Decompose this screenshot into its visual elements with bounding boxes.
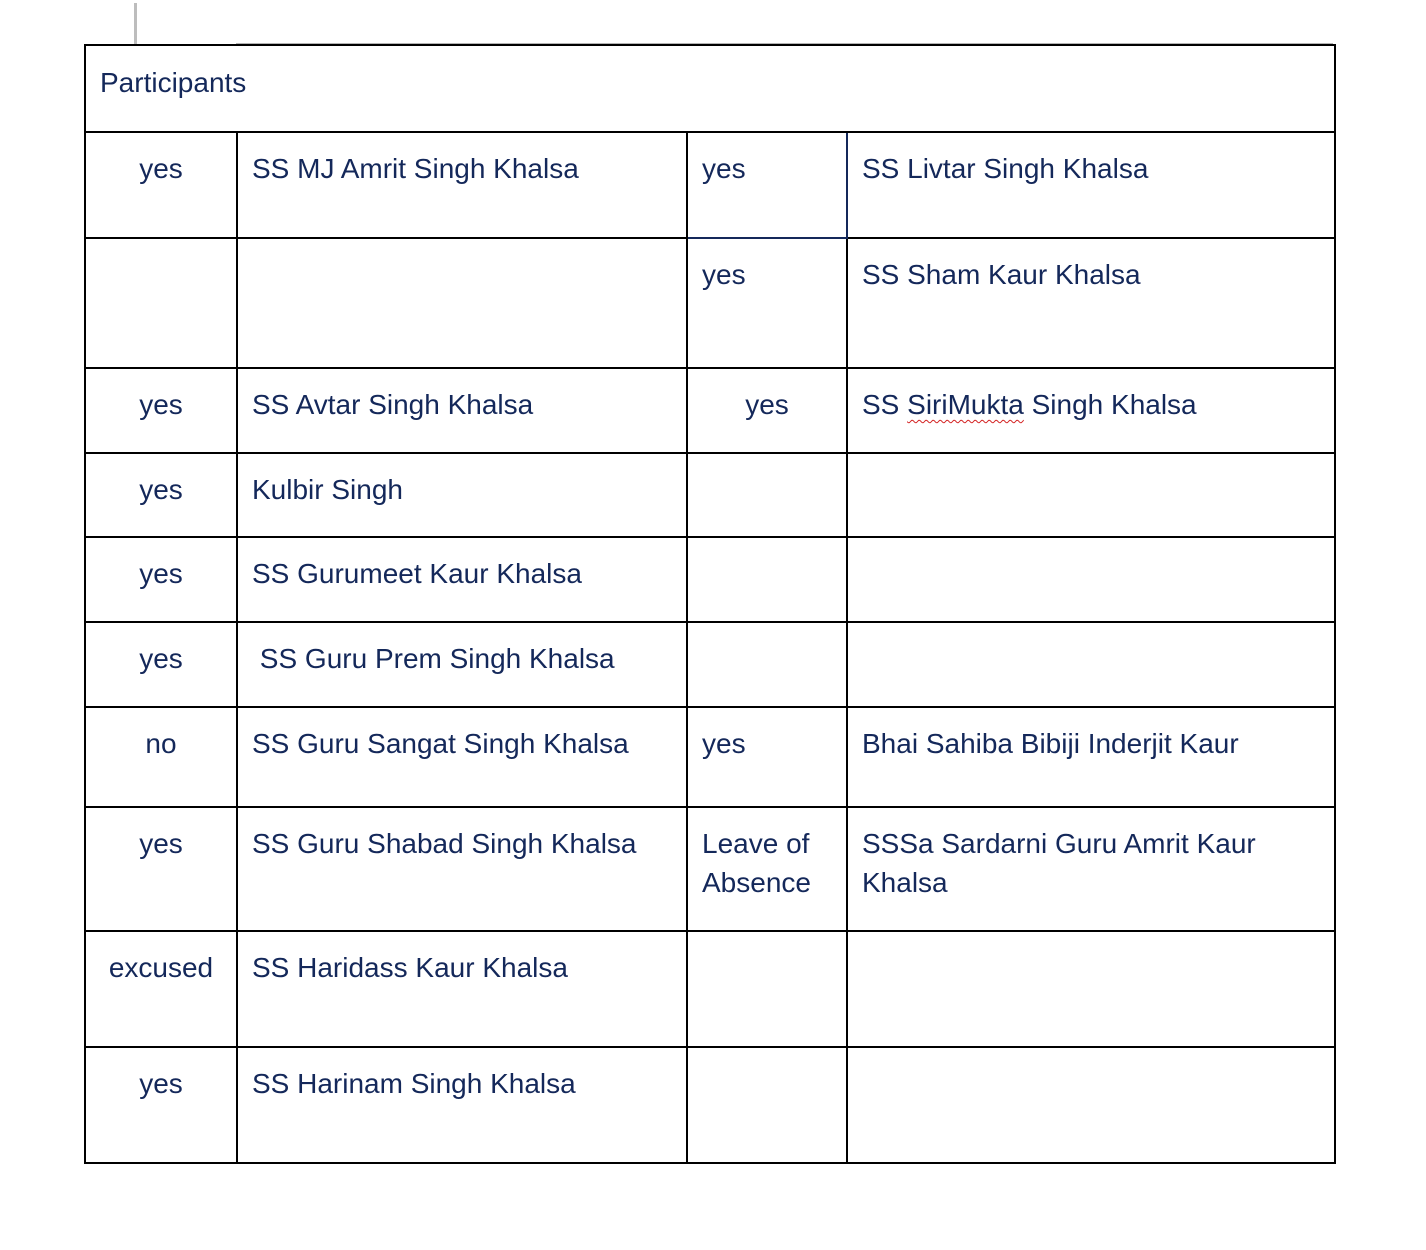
table-row <box>85 707 1335 807</box>
name-cell[interactable]: SS Haridass Kaur Khalsa <box>237 931 687 1047</box>
name-cell[interactable] <box>847 622 1335 707</box>
table-row <box>85 931 1335 1047</box>
name-cell[interactable]: Kulbir Singh <box>237 453 687 537</box>
status-cell[interactable]: yes <box>85 537 237 622</box>
status-cell[interactable]: Leave of Absence <box>687 807 847 931</box>
status-cell[interactable]: yes <box>85 622 237 707</box>
name-cell[interactable]: SS Guru Prem Singh Khalsa <box>237 622 687 707</box>
table-row <box>85 807 1335 931</box>
table-header-row <box>85 45 1335 132</box>
text-cursor <box>134 3 137 45</box>
table-row <box>85 1047 1335 1163</box>
table-row <box>85 622 1335 707</box>
status-cell[interactable] <box>687 453 847 537</box>
name-cell[interactable]: SSSa Sardarni Guru Amrit Kaur Khalsa <box>847 807 1335 931</box>
table-row <box>85 132 1335 238</box>
name-suffix: Singh Khalsa <box>1023 389 1197 420</box>
status-cell[interactable]: excused <box>85 931 237 1047</box>
status-cell[interactable] <box>687 1047 847 1163</box>
name-cell[interactable]: SS Livtar Singh Khalsa <box>847 132 1335 238</box>
status-cell[interactable]: yes <box>687 707 847 807</box>
name-cell[interactable] <box>847 453 1335 537</box>
name-cell[interactable] <box>847 368 1335 453</box>
name-cell[interactable]: SS Avtar Singh Khalsa <box>237 368 687 453</box>
name-prefix: SS <box>862 389 908 420</box>
spellcheck-flagged-word[interactable]: SiriMukta <box>907 389 1024 420</box>
status-cell[interactable] <box>687 931 847 1047</box>
name-cell[interactable]: SS Guru Sangat Singh Khalsa <box>237 707 687 807</box>
table-row <box>85 537 1335 622</box>
table-row <box>85 453 1335 537</box>
status-cell[interactable] <box>687 622 847 707</box>
status-cell[interactable]: yes <box>85 368 237 453</box>
name-cell[interactable]: SS Harinam Singh Khalsa <box>237 1047 687 1163</box>
table-row <box>85 368 1335 453</box>
name-cell[interactable]: Bhai Sahiba Bibiji Inderjit Kaur <box>847 707 1335 807</box>
status-cell[interactable]: yes <box>687 368 847 453</box>
status-cell[interactable]: yes <box>687 132 847 238</box>
status-cell[interactable]: yes <box>85 132 237 238</box>
status-cell[interactable] <box>687 537 847 622</box>
name-cell[interactable] <box>847 931 1335 1047</box>
name-cell[interactable]: SS MJ Amrit Singh Khalsa <box>237 132 687 238</box>
name-cell[interactable] <box>847 537 1335 622</box>
table-row <box>85 238 1335 368</box>
status-cell[interactable]: no <box>85 707 237 807</box>
status-cell[interactable] <box>85 238 237 368</box>
name-cell[interactable]: SS Gurumeet Kaur Khalsa <box>237 537 687 622</box>
participants-table <box>84 44 1336 1164</box>
status-cell[interactable]: yes <box>687 238 847 368</box>
status-cell[interactable]: yes <box>85 1047 237 1163</box>
name-cell[interactable]: SS Sham Kaur Khalsa <box>847 238 1335 368</box>
table-header[interactable]: Participants <box>85 45 1335 132</box>
name-cell[interactable] <box>847 1047 1335 1163</box>
name-cell[interactable]: SS Guru Shabad Singh Khalsa <box>237 807 687 931</box>
status-cell[interactable]: yes <box>85 453 237 537</box>
name-cell[interactable] <box>237 238 687 368</box>
status-cell[interactable]: yes <box>85 807 237 931</box>
